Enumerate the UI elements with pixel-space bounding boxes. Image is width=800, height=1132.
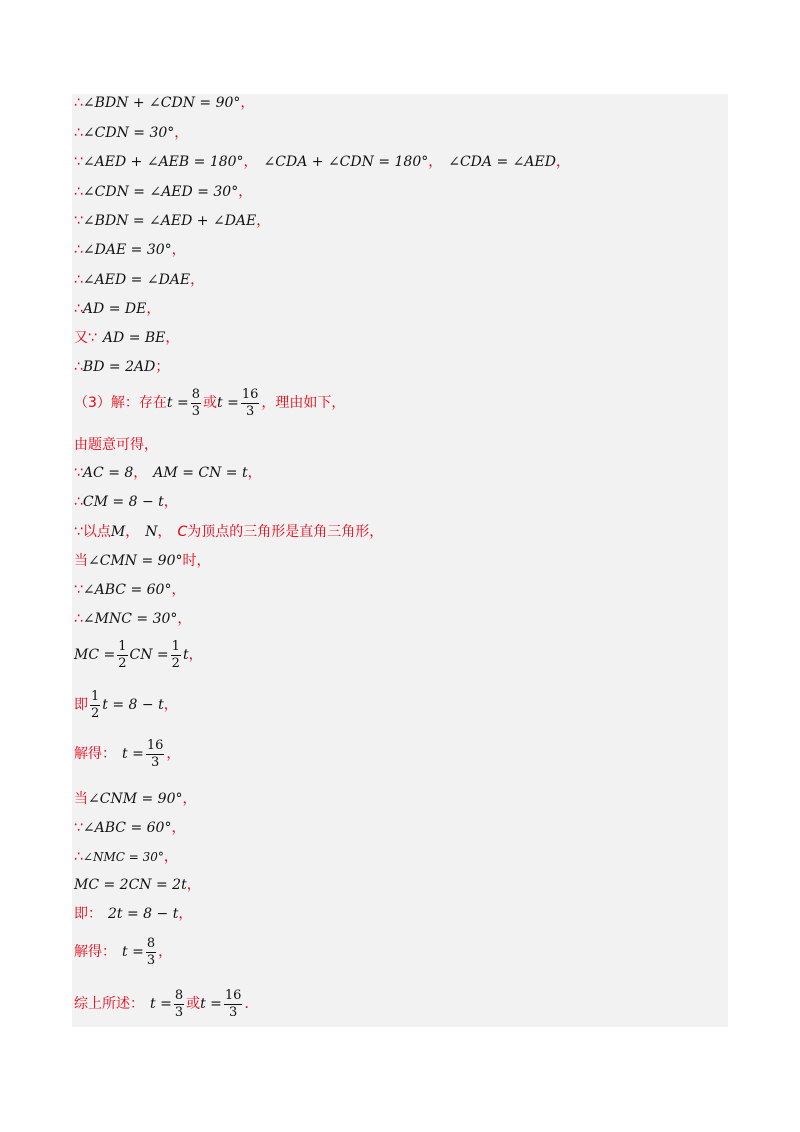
or-text: 或: [203, 395, 218, 412]
math-expression: ∠CNM = 90°: [88, 791, 183, 807]
math-expression: 2t = 8 − t: [108, 906, 179, 922]
punctuation: ，: [178, 906, 193, 922]
therefore-symbol: ∴: [74, 125, 83, 141]
point-label: M: [110, 524, 126, 540]
punctuation: ，: [243, 154, 258, 170]
punctuation: ，: [171, 582, 186, 598]
math-expression: AD = DE: [82, 301, 147, 317]
punctuation: ，: [247, 465, 262, 481]
given-text: 由题意可得，: [74, 437, 158, 453]
math-expression: ∠DAE = 30°: [82, 242, 172, 258]
punctuation: ，: [171, 820, 186, 836]
punctuation: ，: [186, 877, 201, 893]
punctuation: ，: [256, 213, 271, 229]
punctuation: ，: [174, 125, 189, 141]
math-expression: ∠AED = ∠DAE: [82, 272, 191, 288]
math-expression: ∠NMC = 30°: [82, 850, 164, 864]
step-line-10: [74, 360, 169, 374]
therefore-symbol: ∴: [74, 242, 83, 258]
case2-condition: [74, 792, 196, 806]
step-line-5: [74, 214, 270, 228]
math-expression: ∠MNC = 30°: [82, 611, 178, 627]
because-symbol: ∵: [74, 465, 83, 481]
punctuation: ．: [244, 996, 259, 1013]
math-expression: t =: [122, 746, 144, 763]
math-expression: ∠BDN = ∠AED + ∠DAE: [82, 213, 257, 229]
therefore-symbol: ∴: [74, 184, 83, 200]
step-line-3: [74, 155, 570, 169]
punctuation: ，: [125, 524, 140, 540]
math-expression: t =: [217, 395, 239, 412]
case2-line-3: [74, 850, 178, 864]
punctuation: ；: [155, 359, 170, 375]
punctuation: ，: [190, 272, 205, 288]
because-symbol: ∵: [74, 820, 83, 836]
therefore-symbol: ∴: [74, 272, 83, 288]
step-line-7: [74, 273, 204, 287]
punctuation: ，: [171, 242, 186, 258]
math-expression: CM = 8 − t: [82, 494, 164, 510]
given-line-1: [74, 438, 158, 452]
namely-text: 即：: [74, 906, 102, 922]
case1-line-2: [74, 583, 185, 597]
math-expression: AC = 8: [82, 465, 134, 481]
reason-text: ，理由如下，: [261, 395, 346, 412]
or-text: 或: [186, 996, 201, 1013]
math-expression: ∠ABC = 60°: [82, 820, 172, 836]
solve-text: 解得：: [74, 746, 116, 763]
math-expression: ∠CDN = 30°: [82, 125, 175, 141]
math-expression: BD = 2AD: [82, 359, 156, 375]
fraction: $\frac{1}{2}$: [118, 639, 127, 671]
case2-line-5: [74, 907, 192, 921]
punctuation: ，: [240, 95, 255, 111]
when-text: 当: [74, 553, 88, 569]
punctuation: ，: [163, 494, 178, 510]
when-text: 当: [74, 791, 88, 807]
punctuation: ，: [177, 611, 192, 627]
step-line-9: [74, 331, 179, 345]
math-expression: t =: [150, 996, 172, 1013]
because-symbol: 又∵: [74, 330, 97, 346]
case1-line-5: [74, 690, 178, 720]
math-expression: t: [182, 647, 189, 664]
math-expression: ∠ABC = 60°: [82, 582, 172, 598]
because-symbol: ∵: [74, 213, 83, 229]
therefore-symbol: ∴: [74, 611, 83, 627]
therefore-symbol: ∴: [74, 301, 83, 317]
punctuation: ，: [163, 849, 178, 865]
step-line-2: [74, 126, 188, 140]
step-line-6: [74, 243, 186, 257]
fraction: $\frac{8}{3}$: [174, 988, 184, 1020]
math-expression: ∠CMN = 90°: [88, 553, 183, 569]
solve-text: 解得：: [74, 944, 116, 961]
punctuation: ，: [555, 154, 570, 170]
fraction: $\frac{16}{3}$: [241, 387, 259, 419]
fraction: $\frac{8}{3}$: [191, 387, 201, 419]
punctuation: ，: [165, 330, 180, 346]
math-expression: ∠CDN = ∠AED = 30°: [82, 184, 239, 200]
case2-line-2: [74, 821, 185, 835]
math-expression: t =: [200, 996, 222, 1013]
case2-line-6: [74, 937, 172, 967]
math-expression: t = 8 − t: [102, 697, 164, 714]
conclusion-label: 综上所述：: [74, 996, 144, 1013]
punctuation: ，: [163, 697, 178, 714]
math-expression: MC = 2CN = 2t: [74, 877, 187, 893]
namely-text: 即: [74, 697, 88, 714]
because-symbol: ∵以点: [74, 524, 111, 540]
because-symbol: ∵: [74, 582, 83, 598]
math-expression: ∠CDA + ∠CDN = 180°: [263, 154, 429, 170]
case1-condition: [74, 554, 210, 568]
punctuation: ，: [238, 184, 253, 200]
fraction: $\frac{16}{3}$: [224, 988, 242, 1020]
punctuation: ，: [428, 154, 443, 170]
fraction: $\frac{1}{2}$: [91, 689, 100, 721]
fraction: $\frac{1}{2}$: [171, 639, 180, 671]
punctuation: ，: [166, 746, 181, 763]
part3-heading: [74, 388, 345, 418]
math-expression: AD = BE: [102, 330, 166, 346]
punctuation: ，: [146, 301, 161, 317]
math-expression: ∠BDN + ∠CDN = 90°: [82, 95, 241, 111]
therefore-symbol: ∴: [74, 95, 83, 111]
when-suffix: 时，: [182, 553, 211, 569]
given-line-2: [74, 466, 262, 480]
math-expression: t =: [122, 944, 144, 961]
math-expression: t =: [166, 395, 189, 412]
case1-line-4: [74, 640, 203, 670]
step-line-8: [74, 302, 160, 316]
therefore-symbol: ∴: [74, 359, 83, 375]
math-expression: AM = CN = t: [153, 465, 248, 481]
step-line-4: [74, 185, 252, 199]
punctuation: ，: [188, 647, 203, 664]
punctuation: ，: [182, 791, 197, 807]
math-expression: ∠CDA = ∠AED: [448, 154, 556, 170]
fraction: $\frac{16}{3}$: [146, 738, 164, 770]
step-line-1: [74, 96, 254, 110]
case1-line-3: [74, 612, 191, 626]
point-label: N: [145, 524, 158, 540]
punctuation: ，: [158, 944, 173, 961]
case1-line-6: [74, 739, 180, 769]
given-line-4: [74, 525, 383, 539]
given-text: 为顶点的三角形是直角三角形，: [187, 524, 384, 540]
punctuation: ，: [133, 465, 148, 481]
math-expression: ∠AED + ∠AEB = 180°: [82, 154, 244, 170]
because-symbol: ∵: [74, 154, 83, 170]
conclusion-line: [74, 989, 258, 1019]
punctuation: ，: [157, 524, 172, 540]
therefore-symbol: ∴: [74, 494, 83, 510]
case2-line-4: [74, 878, 201, 892]
math-expression: CN =: [129, 647, 169, 664]
given-line-3: [74, 495, 178, 509]
fraction: $\frac{8}{3}$: [146, 936, 156, 968]
math-expression: MC =: [74, 647, 116, 664]
part3-label: （3）解：存在: [74, 395, 167, 412]
therefore-symbol: ∴: [74, 849, 83, 865]
point-label: C: [177, 524, 188, 540]
